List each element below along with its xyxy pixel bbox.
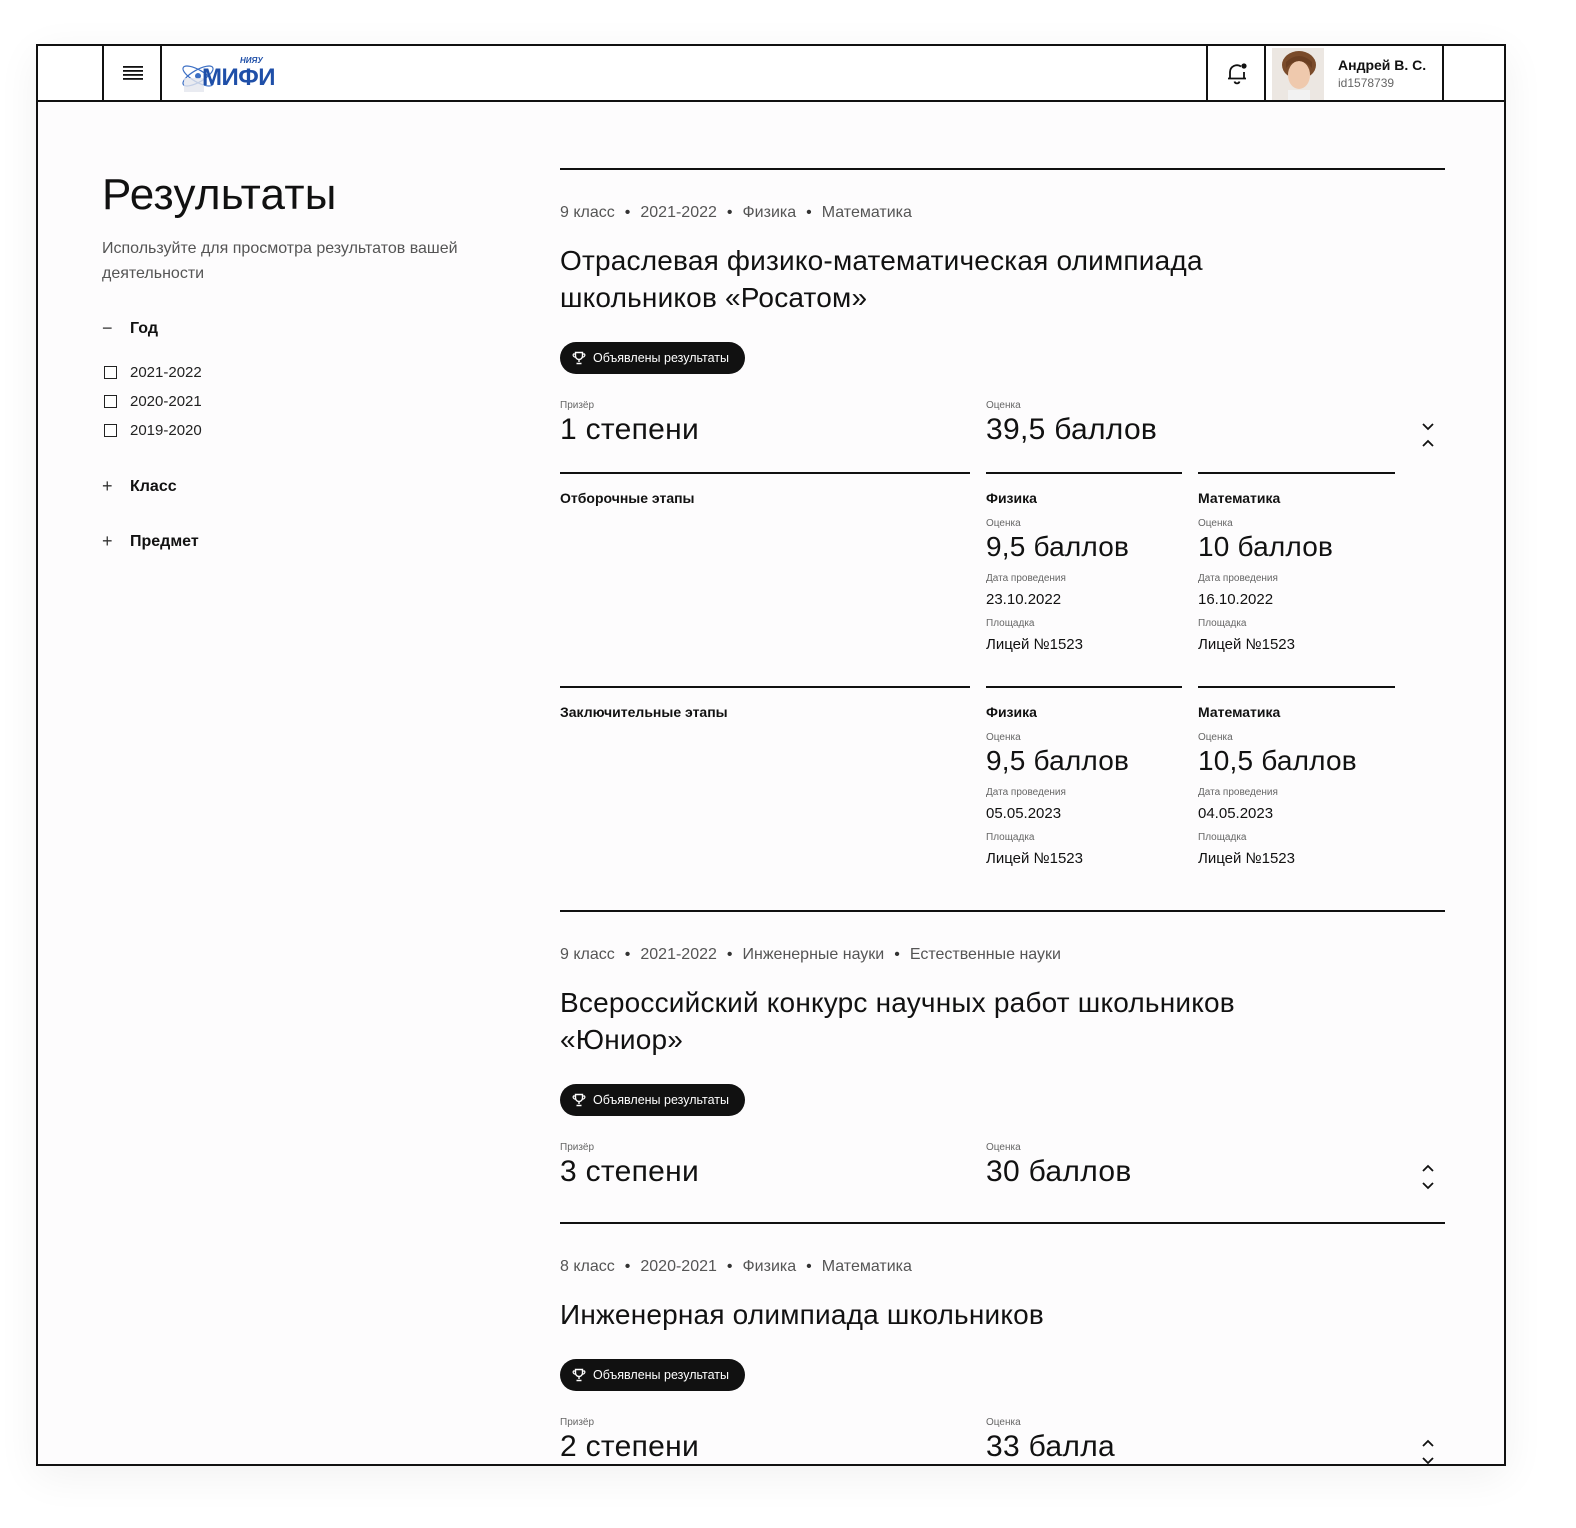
date-label: Дата проведения — [1198, 573, 1278, 584]
place-value: 1 степени — [560, 413, 700, 446]
subject-name: Математика — [1198, 490, 1281, 506]
tag: 2021-2022 — [640, 204, 717, 221]
venue-label: Площадка — [1198, 618, 1247, 629]
stage-name: Заключительные этапы — [560, 704, 728, 720]
card-summary — [560, 1417, 1445, 1466]
subject-result — [986, 490, 1182, 653]
avatar — [1272, 48, 1324, 100]
venue-value: Лицей №1523 — [1198, 636, 1295, 653]
tag: 2020-2021 — [640, 1258, 717, 1275]
page-subtitle: Используйте для просмотра результатов вашей деятельности — [102, 240, 458, 282]
score-label: Оценка — [1198, 732, 1233, 743]
divider — [986, 686, 1182, 688]
place-label: Призёр — [560, 400, 595, 411]
place-label: Призёр — [560, 1417, 595, 1428]
expand-toggle[interactable] — [1417, 1437, 1439, 1466]
app-window — [36, 44, 1506, 1466]
checkbox-label: 2019-2020 — [130, 422, 202, 439]
page-title: Результаты — [102, 170, 337, 219]
subject-name: Физика — [986, 490, 1037, 506]
score-block — [986, 1142, 1132, 1189]
plus-icon: + — [102, 531, 113, 551]
venue-label: Площадка — [1198, 832, 1247, 843]
user-profile[interactable] — [1268, 46, 1442, 100]
filter-label: Предмет — [130, 532, 199, 550]
trophy-icon — [572, 1093, 586, 1107]
checkbox-label: 2021-2022 — [130, 364, 202, 381]
results-announced-badge[interactable] — [560, 342, 745, 374]
badge-label: Объявлены результаты — [593, 1368, 730, 1382]
date-value: 16.10.2022 — [1198, 591, 1274, 608]
subject-result — [1198, 704, 1394, 867]
collapse-icon — [1421, 422, 1435, 448]
subject-name: Физика — [986, 704, 1037, 720]
results-announced-badge[interactable] — [560, 1359, 745, 1391]
divider — [1264, 46, 1266, 100]
subject-score: 9,5 баллов — [986, 745, 1130, 776]
place-block — [560, 400, 699, 447]
venue-value: Лицей №1523 — [1198, 850, 1295, 867]
checkbox-label: 2020-2021 — [130, 393, 202, 410]
stage-name: Отборочные этапы — [560, 490, 695, 506]
card-title: Отраслевая физико-математическая олимпиада школьников «Росатом» — [560, 245, 1203, 313]
stage-qualifying — [560, 472, 1445, 686]
subject-result — [1198, 490, 1394, 653]
checkbox-icon — [104, 424, 117, 437]
venue-value: Лицей №1523 — [986, 850, 1083, 867]
tag: Математика — [821, 204, 912, 221]
tag: 9 класс — [560, 946, 615, 963]
bell-icon — [1225, 61, 1249, 85]
divider — [1198, 472, 1395, 474]
card-tags — [560, 204, 1445, 224]
tag: 9 класс — [560, 204, 615, 221]
badge-label: Объявлены результаты — [593, 1093, 730, 1107]
divider — [986, 472, 1182, 474]
place-value: 2 степени — [560, 1430, 700, 1463]
year-checkbox[interactable] — [104, 393, 202, 410]
tag: Инженерные науки — [742, 946, 885, 963]
filter-label: Год — [130, 319, 158, 337]
expand-toggle[interactable] — [1417, 1162, 1439, 1192]
results-list — [560, 168, 1445, 1466]
date-value: 04.05.2023 — [1198, 805, 1274, 822]
date-value: 05.05.2023 — [986, 805, 1062, 822]
filter-subject-toggle[interactable] — [102, 531, 199, 552]
date-label: Дата проведения — [986, 573, 1066, 584]
results-announced-badge[interactable] — [560, 1084, 745, 1116]
place-label: Призёр — [560, 1142, 595, 1153]
subject-score: 9,5 баллов — [986, 531, 1130, 562]
divider — [560, 472, 970, 474]
logo-small-text: НИЯУ — [240, 56, 263, 65]
card-summary — [560, 400, 1445, 472]
filter-label: Класс — [130, 477, 177, 495]
filter-class-toggle[interactable] — [102, 476, 177, 497]
venue-label: Площадка — [986, 618, 1035, 629]
result-card — [560, 1222, 1445, 1466]
hamburger-icon — [123, 66, 143, 80]
user-id: id1578739 — [1338, 76, 1395, 90]
card-title: Всероссийский конкурс научных работ школьников «Юниор» — [560, 987, 1235, 1055]
expand-icon — [1421, 1164, 1435, 1190]
score-label: Оценка — [986, 1417, 1021, 1428]
dot-separator: • — [726, 204, 733, 221]
plus-icon: + — [102, 476, 113, 496]
card-title: Инженерная олимпиада школьников — [560, 1299, 1044, 1330]
year-checkbox[interactable] — [104, 422, 202, 439]
score-value: 39,5 баллов — [986, 413, 1158, 446]
filter-year-toggle[interactable] — [102, 318, 158, 339]
tag: Математика — [821, 1258, 912, 1275]
score-label: Оценка — [986, 732, 1021, 743]
tag: Естественные науки — [909, 946, 1061, 963]
dot-separator: • — [624, 946, 631, 963]
expand-icon — [1421, 1439, 1435, 1465]
menu-button[interactable] — [104, 46, 162, 100]
score-block — [986, 400, 1157, 447]
badge-label: Объявлены результаты — [593, 351, 730, 365]
card-tags — [560, 1258, 1445, 1278]
card-tags — [560, 946, 1445, 966]
place-block — [560, 1142, 699, 1189]
mephi-logo[interactable] — [178, 52, 278, 96]
minus-icon: − — [102, 318, 113, 338]
tag: 8 класс — [560, 1258, 615, 1275]
place-block — [560, 1417, 699, 1464]
dot-separator: • — [806, 1258, 812, 1275]
venue-value: Лицей №1523 — [986, 636, 1083, 653]
dot-separator: • — [624, 204, 631, 221]
year-checkbox[interactable] — [104, 364, 202, 381]
tag: 2021-2022 — [640, 946, 717, 963]
subject-result — [986, 704, 1182, 867]
score-label: Оценка — [986, 518, 1021, 529]
result-card — [560, 168, 1445, 910]
subject-name: Математика — [1198, 704, 1281, 720]
score-label: Оценка — [986, 1142, 1021, 1153]
user-name: Андрей В. С. — [1338, 57, 1427, 73]
subject-score: 10 баллов — [1198, 531, 1334, 562]
venue-label: Площадка — [986, 832, 1035, 843]
card-summary — [560, 1142, 1445, 1222]
score-label: Оценка — [1198, 518, 1233, 529]
dot-separator: • — [806, 204, 812, 221]
top-bar — [38, 46, 1504, 102]
tag: Физика — [742, 1258, 797, 1275]
stage-final — [560, 686, 1445, 900]
score-value: 33 балла — [986, 1430, 1115, 1463]
checkbox-icon — [104, 366, 117, 379]
trophy-icon — [572, 1368, 586, 1382]
score-label: Оценка — [986, 400, 1021, 411]
tag: Физика — [742, 204, 797, 221]
notifications-button[interactable] — [1208, 46, 1266, 100]
subject-score: 10,5 баллов — [1198, 745, 1357, 776]
result-card — [560, 910, 1445, 1222]
trophy-icon — [572, 351, 586, 365]
checkbox-icon — [104, 395, 117, 408]
collapse-toggle[interactable] — [1417, 420, 1439, 450]
logo-text: МИФИ — [202, 64, 275, 91]
date-value: 23.10.2022 — [986, 591, 1062, 608]
divider — [160, 46, 162, 100]
place-value: 3 степени — [560, 1155, 700, 1188]
divider — [1442, 46, 1444, 100]
date-label: Дата проведения — [986, 787, 1066, 798]
dot-separator: • — [726, 1258, 733, 1275]
dot-separator: • — [624, 1258, 631, 1275]
date-label: Дата проведения — [1198, 787, 1278, 798]
score-value: 30 баллов — [986, 1155, 1132, 1188]
divider — [1198, 686, 1395, 688]
dot-separator: • — [894, 946, 900, 963]
dot-separator: • — [726, 946, 733, 963]
divider — [560, 686, 970, 688]
score-block — [986, 1417, 1115, 1464]
